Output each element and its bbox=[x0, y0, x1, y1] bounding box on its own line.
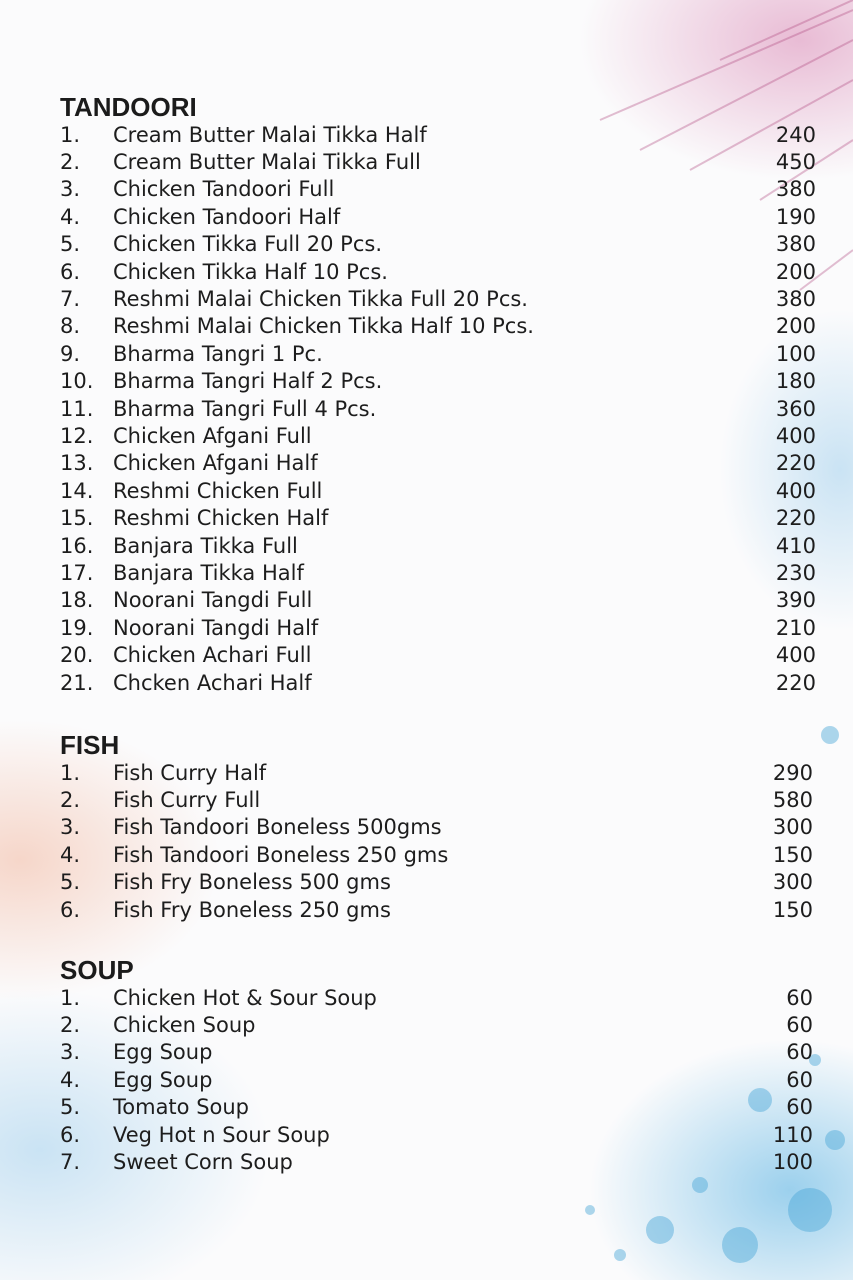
item-name: Cream Butter Malai Tikka Half bbox=[113, 122, 427, 147]
item-price: 60 bbox=[786, 1013, 813, 1038]
menu-item-row bbox=[60, 477, 816, 504]
item-price: 200 bbox=[775, 314, 816, 339]
item-name: Chicken Tandoori Full bbox=[113, 177, 335, 202]
item-name: Reshmi Malai Chicken Tikka Full 20 Pcs. bbox=[113, 287, 528, 312]
menu-item-row bbox=[60, 450, 816, 477]
menu-item-row bbox=[60, 1148, 813, 1175]
item-number: 6. bbox=[60, 897, 81, 922]
item-number: 5. bbox=[60, 1095, 81, 1120]
item-name: Chicken Tandoori Half bbox=[113, 204, 341, 229]
item-number: 4. bbox=[60, 842, 81, 867]
item-number: 2. bbox=[60, 150, 81, 175]
item-name: Egg Soup bbox=[113, 1040, 213, 1065]
menu-item-row bbox=[60, 1094, 813, 1121]
item-number: 19. bbox=[60, 615, 94, 640]
item-price: 410 bbox=[775, 533, 816, 558]
menu-list bbox=[60, 121, 816, 696]
section-title: TANDOORI bbox=[60, 92, 197, 122]
item-price: 240 bbox=[775, 122, 816, 147]
menu-item-row bbox=[60, 532, 816, 559]
item-price: 290 bbox=[772, 760, 813, 785]
item-name: Fish Curry Half bbox=[113, 760, 267, 785]
item-price: 100 bbox=[775, 341, 816, 366]
item-number: 7. bbox=[60, 1150, 81, 1175]
item-name: Bharma Tangri Full 4 Pcs. bbox=[113, 396, 377, 421]
menu-item-row bbox=[60, 231, 816, 258]
menu-item-row bbox=[60, 121, 816, 148]
item-name: Tomato Soup bbox=[113, 1095, 250, 1120]
menu-item-row bbox=[60, 285, 816, 312]
menu-item-row bbox=[60, 559, 816, 586]
item-number: 10. bbox=[60, 369, 94, 394]
menu-item-row bbox=[60, 1011, 813, 1038]
item-name: Reshmi Malai Chicken Tikka Half 10 Pcs. bbox=[113, 314, 534, 339]
item-number: 3. bbox=[60, 1040, 81, 1065]
menu-item-row bbox=[60, 422, 816, 449]
section-title: FISH bbox=[60, 730, 120, 760]
item-name: Egg Soup bbox=[113, 1067, 213, 1092]
section-tandoori bbox=[60, 93, 816, 696]
item-price: 230 bbox=[775, 560, 816, 585]
item-number: 6. bbox=[60, 1122, 81, 1147]
item-price: 60 bbox=[786, 1040, 813, 1065]
item-number: 7. bbox=[60, 287, 81, 312]
item-price: 390 bbox=[775, 588, 816, 613]
menu-item-row bbox=[60, 395, 816, 422]
item-number: 2. bbox=[60, 788, 81, 813]
section-title: SOUP bbox=[60, 955, 134, 985]
item-number: 12. bbox=[60, 423, 94, 448]
item-number: 8. bbox=[60, 314, 81, 339]
item-name: Chicken Soup bbox=[113, 1013, 256, 1038]
menu-item-row bbox=[60, 1039, 813, 1066]
menu-item-row bbox=[60, 148, 816, 175]
item-name: Fish Fry Boneless 500 gms bbox=[113, 870, 391, 895]
menu-item-row bbox=[60, 896, 813, 923]
item-price: 150 bbox=[772, 842, 813, 867]
item-price: 60 bbox=[786, 1095, 813, 1120]
menu-item-row bbox=[60, 641, 816, 668]
item-number: 4. bbox=[60, 204, 81, 229]
menu-item-row bbox=[60, 1066, 813, 1093]
item-number: 5. bbox=[60, 232, 81, 257]
item-price: 380 bbox=[775, 232, 816, 257]
item-name: Banjara Tikka Half bbox=[113, 560, 304, 585]
item-number: 3. bbox=[60, 177, 81, 202]
item-name: Chcken Achari Half bbox=[113, 670, 312, 695]
item-price: 400 bbox=[775, 643, 816, 668]
item-number: 2. bbox=[60, 1013, 81, 1038]
item-name: Veg Hot n Sour Soup bbox=[113, 1122, 330, 1147]
item-price: 400 bbox=[775, 478, 816, 503]
item-name: Reshmi Chicken Full bbox=[113, 478, 323, 503]
item-name: Fish Tandoori Boneless 250 gms bbox=[113, 842, 449, 867]
item-price: 60 bbox=[786, 1067, 813, 1092]
menu-item-row bbox=[60, 340, 816, 367]
menu-item-row bbox=[60, 669, 816, 696]
item-price: 190 bbox=[775, 204, 816, 229]
item-name: Cream Butter Malai Tikka Full bbox=[113, 150, 421, 175]
item-number: 16. bbox=[60, 533, 94, 558]
item-name: Sweet Corn Soup bbox=[113, 1150, 293, 1175]
menu-item-row bbox=[60, 984, 813, 1011]
item-number: 15. bbox=[60, 506, 94, 531]
item-name: Noorani Tangdi Full bbox=[113, 588, 313, 613]
item-number: 1. bbox=[60, 985, 81, 1010]
item-name: Fish Tandoori Boneless 500gms bbox=[113, 815, 442, 840]
item-number: 18. bbox=[60, 588, 94, 613]
item-name: Chicken Tikka Full 20 Pcs. bbox=[113, 232, 382, 257]
item-price: 210 bbox=[775, 615, 816, 640]
menu-item-row bbox=[60, 504, 816, 531]
item-price: 200 bbox=[775, 259, 816, 284]
item-name: Chicken Achari Full bbox=[113, 643, 312, 668]
menu-item-row bbox=[60, 869, 813, 896]
item-price: 380 bbox=[775, 177, 816, 202]
menu-item-row bbox=[60, 1121, 813, 1148]
menu-item-row bbox=[60, 841, 813, 868]
item-number: 21. bbox=[60, 670, 94, 695]
item-number: 11. bbox=[60, 396, 94, 421]
item-price: 220 bbox=[775, 451, 816, 476]
item-name: Reshmi Chicken Half bbox=[113, 506, 329, 531]
item-name: Fish Curry Full bbox=[113, 788, 261, 813]
menu-item-row bbox=[60, 313, 816, 340]
item-price: 220 bbox=[775, 506, 816, 531]
item-price: 110 bbox=[772, 1122, 813, 1147]
menu-list bbox=[60, 984, 813, 1176]
section-soup bbox=[60, 956, 813, 1176]
menu-item-row bbox=[60, 587, 816, 614]
item-name: Bharma Tangri 1 Pc. bbox=[113, 341, 323, 366]
item-name: Noorani Tangdi Half bbox=[113, 615, 319, 640]
item-price: 180 bbox=[775, 369, 816, 394]
menu-item-row bbox=[60, 759, 813, 786]
item-number: 6. bbox=[60, 259, 81, 284]
item-name: Chicken Afgani Full bbox=[113, 423, 312, 448]
item-number: 14. bbox=[60, 478, 94, 503]
item-price: 380 bbox=[775, 287, 816, 312]
item-price: 100 bbox=[772, 1150, 813, 1175]
item-name: Chicken Afgani Half bbox=[113, 451, 318, 476]
item-name: Fish Fry Boneless 250 gms bbox=[113, 897, 391, 922]
item-number: 1. bbox=[60, 122, 81, 147]
item-number: 20. bbox=[60, 643, 94, 668]
item-name: Chicken Tikka Half 10 Pcs. bbox=[113, 259, 388, 284]
menu-item-row bbox=[60, 814, 813, 841]
item-price: 150 bbox=[772, 897, 813, 922]
menu-item-row bbox=[60, 614, 816, 641]
menu-item-row bbox=[60, 368, 816, 395]
item-name: Bharma Tangri Half 2 Pcs. bbox=[113, 369, 383, 394]
item-price: 220 bbox=[775, 670, 816, 695]
item-price: 360 bbox=[775, 396, 816, 421]
item-number: 17. bbox=[60, 560, 94, 585]
item-name: Chicken Hot & Sour Soup bbox=[113, 985, 377, 1010]
item-number: 4. bbox=[60, 1067, 81, 1092]
item-number: 13. bbox=[60, 451, 94, 476]
menu-item-row bbox=[60, 203, 816, 230]
menu-list bbox=[60, 759, 813, 923]
item-price: 580 bbox=[772, 788, 813, 813]
item-price: 60 bbox=[786, 985, 813, 1010]
item-number: 9. bbox=[60, 341, 81, 366]
item-price: 450 bbox=[775, 150, 816, 175]
item-price: 300 bbox=[772, 870, 813, 895]
item-price: 300 bbox=[772, 815, 813, 840]
item-number: 1. bbox=[60, 760, 81, 785]
section-fish bbox=[60, 731, 813, 923]
menu-item-row bbox=[60, 258, 816, 285]
item-number: 5. bbox=[60, 870, 81, 895]
menu-item-row bbox=[60, 176, 816, 203]
item-name: Banjara Tikka Full bbox=[113, 533, 298, 558]
item-price: 400 bbox=[775, 423, 816, 448]
menu-item-row bbox=[60, 786, 813, 813]
item-number: 3. bbox=[60, 815, 81, 840]
